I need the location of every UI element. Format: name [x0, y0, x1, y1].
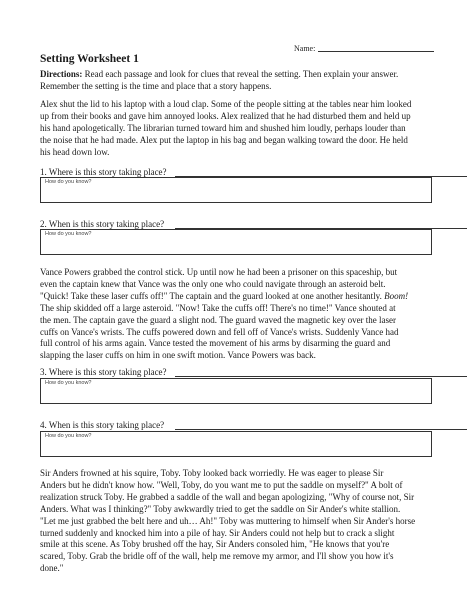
name-field[interactable] [294, 44, 434, 53]
name-label: Name: [294, 44, 316, 53]
passage-2-line: full control of his arms again. Vance tested the movement of his arms by disarming the guard and [40, 338, 391, 349]
question-1 [40, 167, 167, 177]
question-3-explanation-box[interactable] [40, 378, 432, 404]
passage-2-line: slapping the laser cuffs on him in one swift motion. Vance Powers was back. [40, 350, 316, 361]
name-underline[interactable] [318, 51, 434, 52]
question-2-explanation-box[interactable] [40, 229, 432, 255]
passage-3-line: smile at this scene. As Toby brushed off the hay, Sir Anders consoled him, "He knows that you're [40, 539, 390, 550]
passage-3-line: Anders but he didn't know how. "Well, Toby, do you want me to put the saddle on myself?" A bolt of [40, 479, 403, 490]
question-1-hint: How do you know? [45, 179, 92, 185]
passage-2-line: even the captain knew that Vance was the only one who could navigate through an asteroid belt. [40, 278, 386, 289]
passage-1-line: Alex shut the lid to his laptop with a loud clap. Some of the people sitting at the tables near him looked [40, 99, 412, 109]
passage-3-line: realization struck Toby. He grabbed a saddle of the wall and began apologizing, "Why of course not, Sir [40, 491, 415, 502]
question-3-text: 3. Where is this story taking place? [40, 367, 167, 377]
passage-2-line: "Quick! Take these laser cuffs off!" The captain and the guard looked at one another hesitantly. [40, 290, 385, 301]
question-3-answer-line[interactable] [175, 376, 467, 377]
passage-1 [40, 99, 440, 159]
passage-2-line: the men. The captain gave the guard a slight nod. The guard waved the magnetic key over the laser [40, 314, 397, 325]
question-4-answer-line[interactable] [175, 429, 467, 430]
passage-3-line: Anders. What was I thinking?" Toby awkwardly tried to get the saddle on Sir Ander's white stallion. [40, 503, 401, 514]
passage-3-line: scared, Toby. Grab the bridle off of the wall, help me remove my armor, and I'll show you how it's [40, 551, 394, 562]
passage-2 [40, 267, 440, 362]
passage-3 [40, 468, 440, 575]
question-2-hint: How do you know? [45, 231, 92, 237]
question-4-hint: How do you know? [45, 433, 92, 439]
question-3-hint: How do you know? [45, 380, 92, 386]
question-1-text: 1. Where is this story taking place? [40, 167, 167, 177]
question-4-text: 4. When is this story taking place? [40, 420, 165, 430]
question-1-explanation-box[interactable] [40, 177, 432, 203]
passage-3-line: Sir Anders frowned at his squire, Toby. Toby looked back worriedly. He was eager to please Sir [40, 468, 384, 478]
passage-2-line: cuffs on Vance's wrists. The cuffs powered down and fell off of Vance's wrists. Suddenly Vance had [40, 326, 399, 337]
question-2 [40, 219, 164, 229]
passage-1-line: his hand apologetically. The librarian turned toward him and shushed him loudly, perhaps louder than [40, 122, 406, 133]
question-3 [40, 367, 167, 377]
worksheet-title: Setting Worksheet 1 [40, 53, 139, 65]
passage-3-line: done." [40, 563, 64, 574]
question-4 [40, 420, 164, 430]
question-4-explanation-box[interactable] [40, 431, 432, 457]
passage-2-italic-word: Boom! [384, 290, 409, 301]
directions-line-2: Remember the setting is the time and place that a story happens. [40, 80, 272, 91]
question-2-text: 2. When is this story taking place? [40, 219, 165, 229]
passage-2-line: The ship skidded off a large asteroid. "Now! Take the cuffs off! There's no time!" Vance shouted at [40, 302, 396, 313]
passage-3-line: "Let me just grabbed the belt here and uh… Ah!" Toby was muttering to himself when Sir Ander's horse [40, 515, 416, 526]
passage-3-line: turned suddenly and knocked him into a pile of hay. Sir Anders could not help but to crack a slight [40, 527, 395, 538]
passage-1-line: his head down low. [40, 146, 110, 157]
passage-1-line: up from their books and gave him annoyed looks. Alex realized that he had disturbed them and held up [40, 110, 411, 121]
directions [40, 69, 440, 93]
passage-1-line: the noise that he had made. Alex put the laptop in his bag and began walking toward the door. He held [40, 134, 408, 145]
directions-label: Directions: [40, 69, 83, 79]
directions-line-1: Read each passage and look for clues that reveal the setting. Then explain your answer. [82, 69, 399, 79]
passage-2-line: Vance Powers grabbed the control stick. Up until now he had been a prisoner on this spaceship, but [40, 267, 398, 277]
